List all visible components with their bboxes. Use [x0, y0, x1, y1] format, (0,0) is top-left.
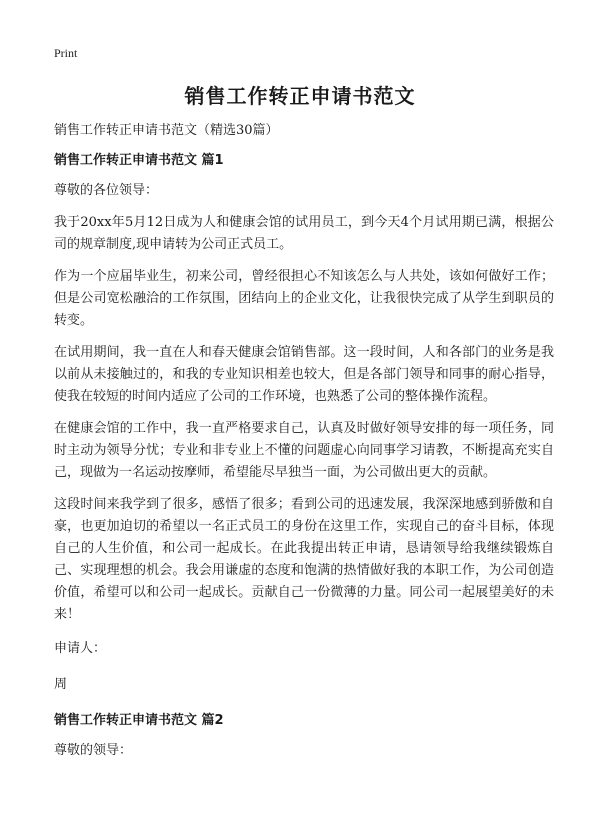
section-heading: 销售工作转正申请书范文 篇2: [54, 713, 224, 728]
date-label: 周: [54, 677, 68, 692]
document-title: 销售工作转正申请书范文: [184, 84, 416, 108]
section-2: [54, 710, 554, 762]
paragraph: 作为一个应届毕业生，初来公司，曾经很担心不知该怎么与人共处，该如何做好工作；但是公司宽松融洽的工作氛围，团结向上的企业文化，让我很快完成了从学生到职员的转变。: [54, 269, 554, 328]
paragraph: 在试用期间，我一直在人和春天健康会馆销售部。这一段时间，人和各部门的业务是我以前从未接触过的，和我的专业知识相差也较大，但是各部门领导和同事的耐心指导，使我在较短的时间内适应了公司的工作环境，也熟悉了公司的整体操作流程。: [54, 345, 554, 404]
paragraph: 我于20xx年5月12日成为人和健康会馆的试用员工，到今天4个月试用期已满，根据公司的规章制度,现申请转为公司正式员工。: [54, 215, 554, 252]
applicant-label: 申请人：: [54, 641, 107, 656]
document-subtitle: 销售工作转正申请书范文（精选30篇）: [54, 123, 279, 138]
paragraph: 这段时间来我学到了很多，感悟了很多；看到公司的迅速发展，我深深地感到骄傲和自豪，也更加迫切的希望以一名正式员工的身份在这里工作，实现自己的奋斗目标，体现自己的人生价值，和公司一起成长。在此我提出转正申请，恳请领导给我继续锻炼自己、实现理想的机会。我会用谦虚的态度和饱满的热情做好我的本职工作，为公司创造价值，希望可以和公司一起成长。贡献自己一份微薄的力量。同公司一起展望美好的未来！: [54, 497, 554, 622]
section-heading: 销售工作转正申请书范文 篇1: [54, 153, 224, 168]
paragraph: 在健康会馆的工作中，我一直严格要求自己，认真及时做好领导安排的每一项任务，同时主动为领导分忧；专业和非专业上不懂的问题虚心向同事学习请教，不断提高充实自己，现做为一名运动按摩师，希望能尽早独当一面，为公司做出更大的贡献。: [54, 421, 554, 480]
section-1: [54, 150, 554, 696]
document-body: [54, 120, 554, 772]
greeting: 尊敬的各位领导：: [54, 183, 159, 198]
print-link[interactable]: Print: [54, 46, 78, 60]
greeting: 尊敬的领导：: [54, 743, 133, 758]
